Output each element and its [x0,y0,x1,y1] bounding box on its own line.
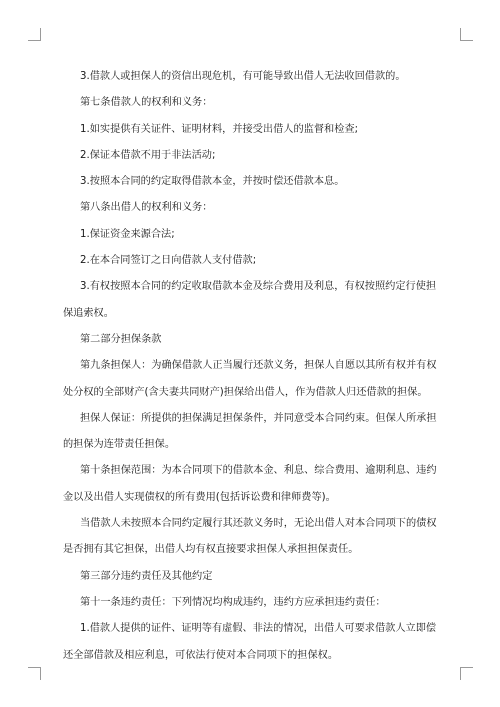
paragraph: 第十一条违约责任：下列情况均构成违约，违约方应承担违约责任： [80,596,386,608]
paragraph: 担保人保证：所提供的担保满足担保条件，并同意受本合同约束。但保人所承担的担保为连带责任担保。 [63,412,437,451]
crop-mark-top-left [28,28,41,41]
paragraph: 第十条担保范围：为本合同项下的借款本金、利息、综合费用、逾期利息、违约金以及出借人实现债权的所有费用(包括诉讼费和律师费等)。 [63,465,437,503]
paragraph: 1.保证资金来源合法; [80,228,175,240]
paragraph: 第九条担保人：为确保借款人正当履行还款义务，担保人自愿以其所有权并有权处分权的全部财产(含夫妻共同财产)担保给出借人，作为借款人归还借款的担保。 [63,360,437,398]
crop-mark-top-right [460,28,473,41]
paragraph: 当借款人未按照本合同约定履行其还款义务时，无论出借人对本合同项下的债权是否拥有其它担保，出借人均有权直接要求担保人承担担保责任。 [63,518,437,556]
part-heading: 第三部分违约责任及其他约定 [80,570,213,582]
crop-mark-bottom-right [460,667,473,680]
section-heading: 第七条借款人的权利和义务： [80,97,213,109]
paragraph: 3.有权按照本合同的约定收取借款本金及综合费用及利息，有权按照约定行使担保追索权。 [63,281,437,319]
section-heading: 第八条出借人的权利和义务： [80,202,213,214]
crop-mark-bottom-left [28,667,41,680]
paragraph: 2.在本合同签订之日向借款人支付借款; [80,255,257,267]
paragraph: 2.保证本借款不用于非法活动; [80,149,216,161]
paragraph: 3.按照本合同的约定取得借款本金，并按时偿还借款本息。 [80,176,345,188]
document-body [63,64,437,669]
paragraph: 3.借款人或担保人的资信出现危机，有可能导致出借人无法收回借款的。 [80,71,406,82]
paragraph: 1.如实提供有关证件、证明材料，并接受出借人的监督和检查; [80,123,359,135]
paragraph: 1.借款人提供的证件、证明等有虚假、非法的情况，出借人可要求借款人立即偿还全部借款及相应利息，可依法行使对本合同项下的担保权。 [63,623,437,661]
part-heading: 第二部分担保条款 [80,333,162,345]
